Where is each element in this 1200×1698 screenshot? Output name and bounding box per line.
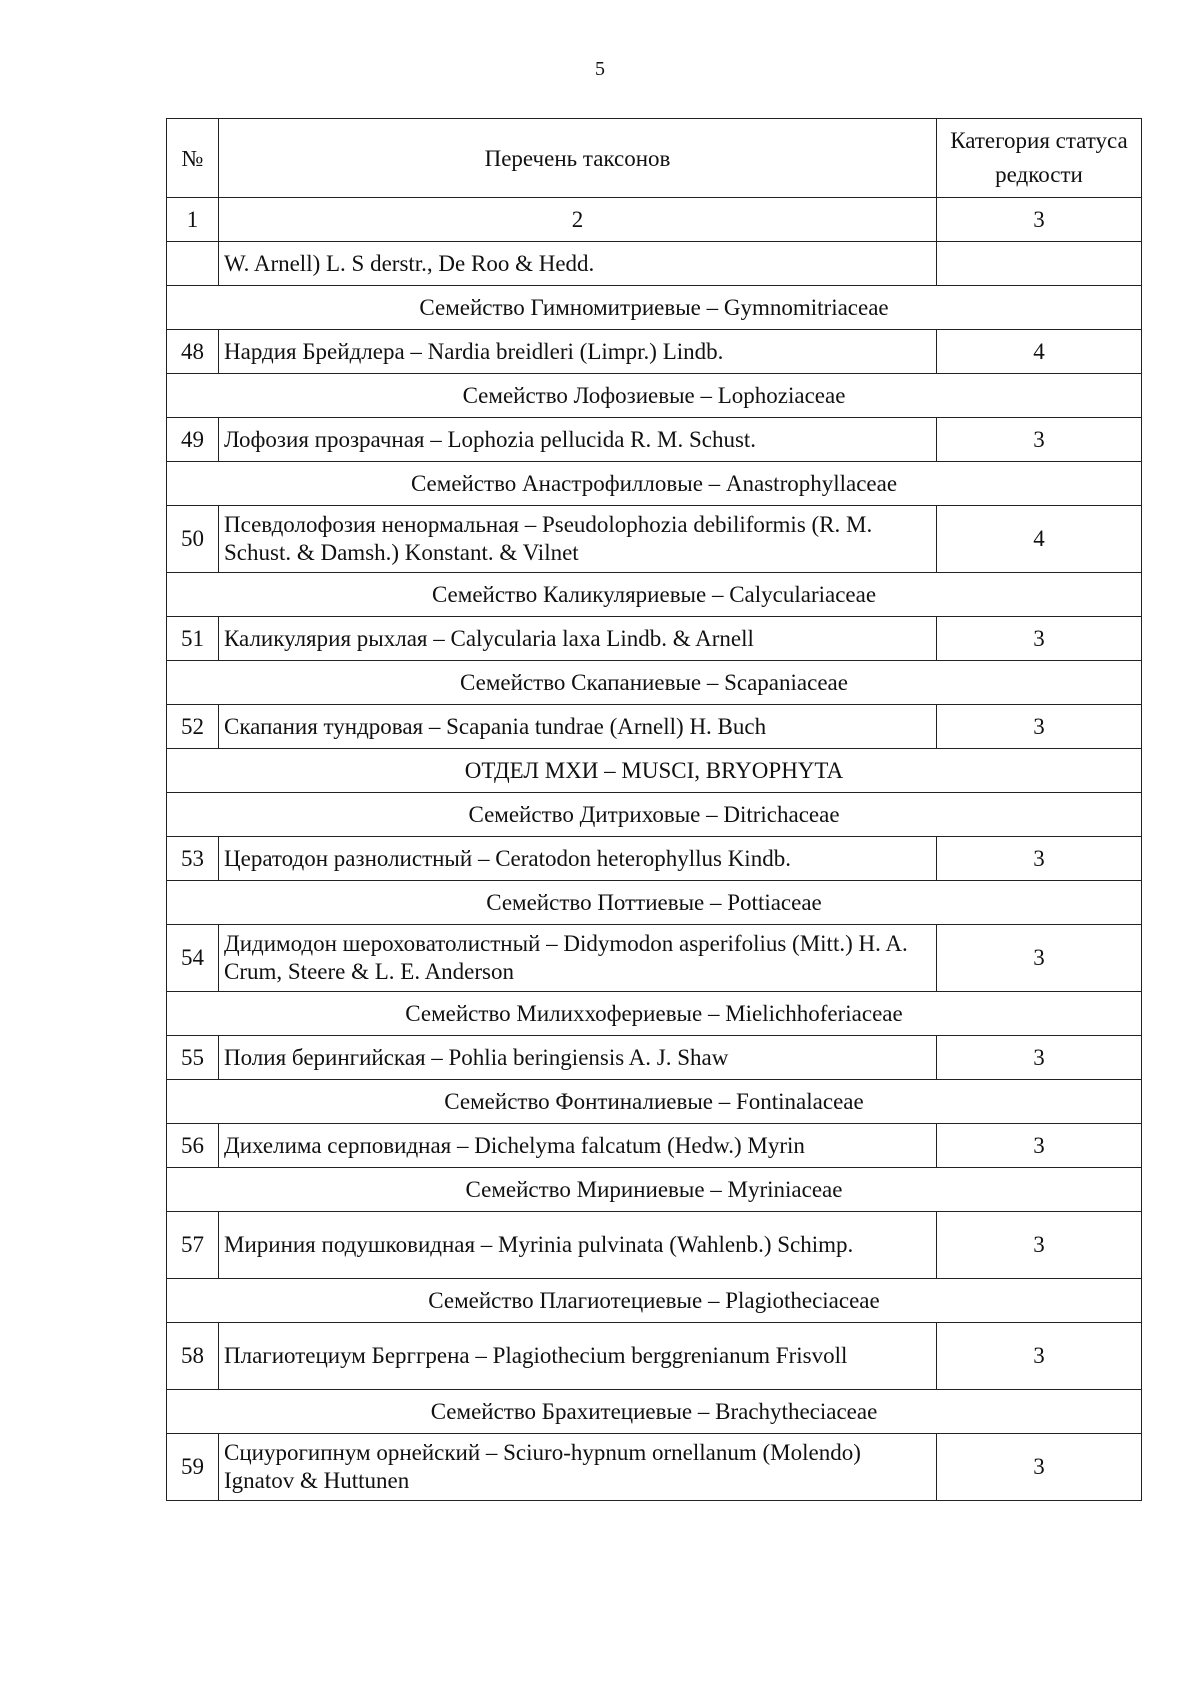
taxon-name: Каликулярия рыхлая – Calycularia laxa Lindb. & Arnell [219, 617, 937, 661]
taxon-number: 58 [167, 1323, 219, 1390]
page-number: 5 [595, 58, 605, 80]
family-name: Семейство Мириниевые – Myriniaceae [167, 1168, 1142, 1212]
taxon-number: 56 [167, 1124, 219, 1168]
table-row [167, 1036, 1142, 1080]
rarity-category: 3 [937, 1212, 1142, 1279]
taxon-name: W. Arnell) L. S derstr., De Roo & Hedd. [219, 242, 937, 286]
rarity-category: 3 [937, 1323, 1142, 1390]
rarity-category: 3 [937, 1036, 1142, 1080]
family-name: Семейство Анастрофилловые – Anastrophyllaceae [167, 462, 1142, 506]
family-row [167, 661, 1142, 705]
table-row [167, 418, 1142, 462]
taxon-name: Дихелима серповидная – Dichelyma falcatum (Hedw.) Myrin [219, 1124, 937, 1168]
family-row [167, 1168, 1142, 1212]
table-row [167, 506, 1142, 573]
rarity-category: 4 [937, 330, 1142, 374]
header-taxa: Перечень таксонов [219, 119, 937, 198]
table-row [167, 925, 1142, 992]
rarity-category: 3 [937, 837, 1142, 881]
table-row [167, 242, 1142, 286]
rarity-category: 3 [937, 1124, 1142, 1168]
family-name: Семейство Фонтиналиевые – Fontinalaceae [167, 1080, 1142, 1124]
header-num: № [167, 119, 219, 198]
taxon-number: 54 [167, 925, 219, 992]
taxon-name: Лофозия прозрачная – Lophozia pellucida R. M. Schust. [219, 418, 937, 462]
family-name: Семейство Брахитециевые – Brachytheciaceae [167, 1390, 1142, 1434]
rare-taxa-table [166, 118, 1142, 1501]
rarity-category: 4 [937, 506, 1142, 573]
table-row [167, 1434, 1142, 1501]
family-name: Семейство Лофозиевые – Lophoziaceae [167, 374, 1142, 418]
taxon-name: Полия берингийская – Pohlia beringiensis A. J. Shaw [219, 1036, 937, 1080]
family-name: Семейство Дитриховые – Ditrichaceae [167, 793, 1142, 837]
rarity-category [937, 242, 1142, 286]
family-row [167, 286, 1142, 330]
taxon-name: Нардия Брейдлера – Nardia breidleri (Limpr.) Lindb. [219, 330, 937, 374]
taxon-number [167, 242, 219, 286]
index-category: 3 [937, 198, 1142, 242]
taxon-name: Цератодон разнолистный – Ceratodon heterophyllus Kindb. [219, 837, 937, 881]
table-row [167, 330, 1142, 374]
taxon-number: 49 [167, 418, 219, 462]
taxon-number: 48 [167, 330, 219, 374]
rarity-category: 3 [937, 617, 1142, 661]
header-category: Категория статуса редкости [937, 119, 1142, 198]
table-row [167, 837, 1142, 881]
rarity-category: 3 [937, 925, 1142, 992]
family-row [167, 374, 1142, 418]
taxon-number: 53 [167, 837, 219, 881]
taxon-number: 52 [167, 705, 219, 749]
rarity-category: 3 [937, 1434, 1142, 1501]
taxon-number: 59 [167, 1434, 219, 1501]
rarity-category: 3 [937, 705, 1142, 749]
table-row [167, 1212, 1142, 1279]
table-header-row [167, 119, 1142, 198]
family-name: Семейство Каликуляриевые – Calyculariaceae [167, 573, 1142, 617]
taxon-name: Сциурогипнум орнейский – Sciuro-hypnum ornellanum (Molendo) Ignatov & Huttunen [219, 1434, 937, 1501]
family-name: ОТДЕЛ МХИ – MUSCI, BRYOPHYTA [167, 749, 1142, 793]
taxon-name: Дидимодон шероховатолистный – Didymodon asperifolius (Mitt.) H. A. Crum, Steere & L. E. Anderson [219, 925, 937, 992]
family-row [167, 793, 1142, 837]
taxon-name: Псевдолофозия ненормальная – Pseudolophozia debiliformis (R. M. Schust. & Damsh.) Konstant. & Vilnet [219, 506, 937, 573]
column-index-row [167, 198, 1142, 242]
taxon-name: Скапания тундровая – Scapania tundrae (Arnell) H. Buch [219, 705, 937, 749]
table-row [167, 617, 1142, 661]
taxon-number: 55 [167, 1036, 219, 1080]
family-row [167, 749, 1142, 793]
rarity-category: 3 [937, 418, 1142, 462]
family-name: Семейство Скапаниевые – Scapaniaceae [167, 661, 1142, 705]
table-row [167, 705, 1142, 749]
family-name: Семейство Милиххофериевые – Mielichhoferiaceae [167, 992, 1142, 1036]
family-row [167, 1080, 1142, 1124]
family-name: Семейство Поттиевые – Pottiaceae [167, 881, 1142, 925]
family-row [167, 881, 1142, 925]
taxon-number: 51 [167, 617, 219, 661]
family-row [167, 462, 1142, 506]
family-row [167, 573, 1142, 617]
table-row [167, 1124, 1142, 1168]
taxon-number: 50 [167, 506, 219, 573]
family-name: Семейство Гимномитриевые – Gymnomitriaceae [167, 286, 1142, 330]
index-num: 1 [167, 198, 219, 242]
index-taxa: 2 [219, 198, 937, 242]
taxon-name: Плагиотециум Берггрена – Plagiothecium berggrenianum Frisvoll [219, 1323, 937, 1390]
table-row [167, 1323, 1142, 1390]
family-row [167, 992, 1142, 1036]
family-row [167, 1279, 1142, 1323]
taxon-number: 57 [167, 1212, 219, 1279]
family-row [167, 1390, 1142, 1434]
family-name: Семейство Плагиотециевые – Plagiotheciaceae [167, 1279, 1142, 1323]
taxon-name: Мириния подушковидная – Myrinia pulvinata (Wahlenb.) Schimp. [219, 1212, 937, 1279]
